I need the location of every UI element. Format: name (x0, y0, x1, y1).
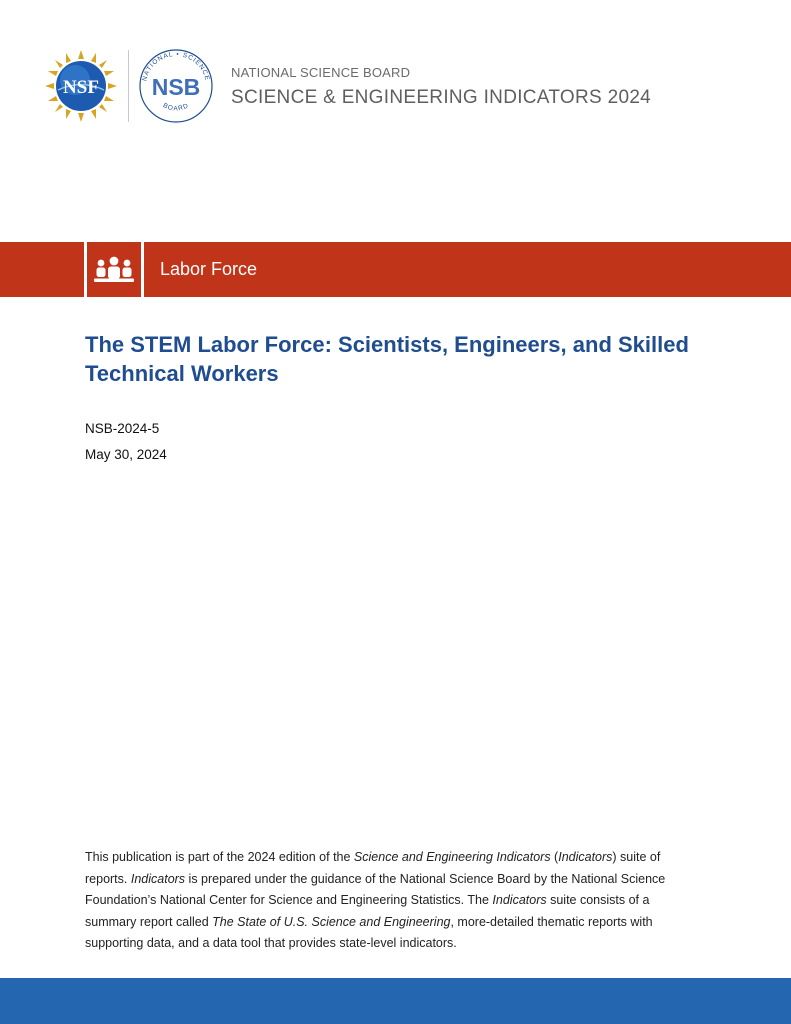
org-name: NATIONAL SCIENCE BOARD (231, 65, 411, 80)
publication-date: May 30, 2024 (85, 447, 167, 462)
nsf-logo (44, 49, 118, 123)
logo-divider (128, 50, 129, 122)
people-group-icon (93, 254, 135, 286)
about-paragraph: This publication is part of the 2024 edition of the Science and Engineering Indicators (Indicators) suite of reports. Indicators is prepared under the guidance of the National Science Board by the National Science Foundation’s National Center for Science and Engineering Statistics. The Indicators suite consists of a summary report called The State of U.S. Science and Engineering, more-detailed thematic reports with supporting data, and a data tool that provides state-level indicators. (85, 850, 666, 950)
series-name: SCIENCE & ENGINEERING INDICATORS 2024 (231, 87, 652, 108)
nsb-logo (138, 48, 214, 124)
nsb-logo-text: NSB (151, 74, 201, 100)
nsf-logo-text: NSF (63, 77, 99, 98)
footer-bar (0, 978, 791, 1024)
report-title: The STEM Labor Force: Scientists, Engineers, and Skilled Technical Workers (85, 332, 689, 386)
report-header (44, 46, 744, 126)
banner-separator (84, 242, 87, 297)
nsb-ring-text-top: NATIONAL • SCIENCE (141, 50, 211, 82)
banner-separator (141, 242, 144, 297)
section-banner (0, 242, 791, 297)
section-title: Labor Force (160, 259, 258, 279)
nsb-ring-text-bottom: BOARD (161, 102, 191, 113)
report-number: NSB-2024-5 (85, 421, 160, 436)
